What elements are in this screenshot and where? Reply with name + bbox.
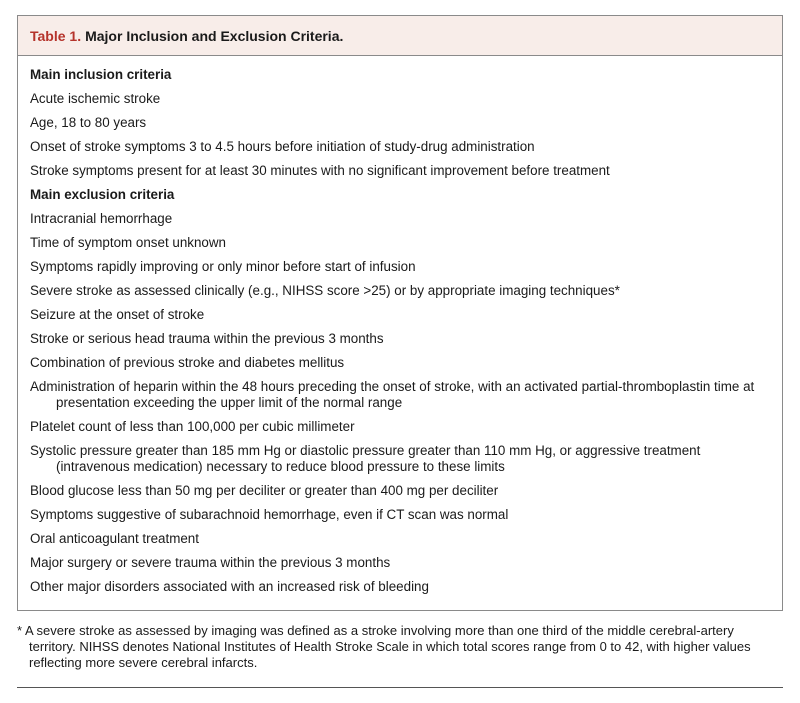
table-row: Symptoms suggestive of subarachnoid hemorrhage, even if CT scan was normal <box>30 507 509 522</box>
criteria-table <box>17 15 783 611</box>
table-row: Age, 18 to 80 years <box>30 115 147 130</box>
table-row: Stroke symptoms present for at least 30 minutes with no significant improvement before treatment <box>30 163 610 178</box>
table-title: Major Inclusion and Exclusion Criteria. <box>85 27 344 44</box>
table-row: Blood glucose less than 50 mg per deciliter or greater than 400 mg per deciliter <box>30 483 499 498</box>
table-footnote <box>17 623 779 671</box>
table-row: Severe stroke as assessed clinically (e.g., NIHSS score >25) or by appropriate imaging techniques* <box>30 283 620 298</box>
table-row: Administration of heparin within the 48 hours preceding the onset of stroke, with an activated partial-thromboplastin time at presentation exceeding the upper limit of the normal range <box>30 379 755 410</box>
bottom-divider <box>17 687 783 688</box>
table-row: Oral anticoagulant treatment <box>30 531 199 546</box>
table-row: Acute ischemic stroke <box>30 91 161 106</box>
table-row: Other major disorders associated with an increased risk of bleeding <box>30 579 429 594</box>
table-body <box>18 56 782 599</box>
table-row: Onset of stroke symptoms 3 to 4.5 hours before initiation of study-drug administration <box>30 139 535 154</box>
table-row: Platelet count of less than 100,000 per cubic millimeter <box>30 419 355 434</box>
footnote-text: * A severe stroke as assessed by imaging was defined as a stroke involving more than one third of the middle cerebral-artery territory. NIHSS denotes National Institutes of Health Stroke Scale in which total scores range from 0 to 42, with higher values reflecting more severe cerebral infarcts. <box>17 623 751 670</box>
table-row: Time of symptom onset unknown <box>30 235 226 250</box>
table-row: Intracranial hemorrhage <box>30 211 173 226</box>
exclusion-heading: Main exclusion criteria <box>30 187 175 202</box>
table-row: Systolic pressure greater than 185 mm Hg or diastolic pressure greater than 110 mm Hg, or aggressive treatment (intravenous medication) necessary to reduce blood pressure to these limits <box>30 443 701 474</box>
table-row: Stroke or serious head trauma within the previous 3 months <box>30 331 384 346</box>
table-row: Major surgery or severe trauma within the previous 3 months <box>30 555 391 570</box>
table-row: Symptoms rapidly improving or only minor before start of infusion <box>30 259 416 274</box>
table-row: Seizure at the onset of stroke <box>30 307 205 322</box>
inclusion-heading: Main inclusion criteria <box>30 67 172 82</box>
table-label: Table 1. <box>30 27 82 44</box>
table-header <box>18 16 782 56</box>
table-row: Combination of previous stroke and diabetes mellitus <box>30 355 345 370</box>
